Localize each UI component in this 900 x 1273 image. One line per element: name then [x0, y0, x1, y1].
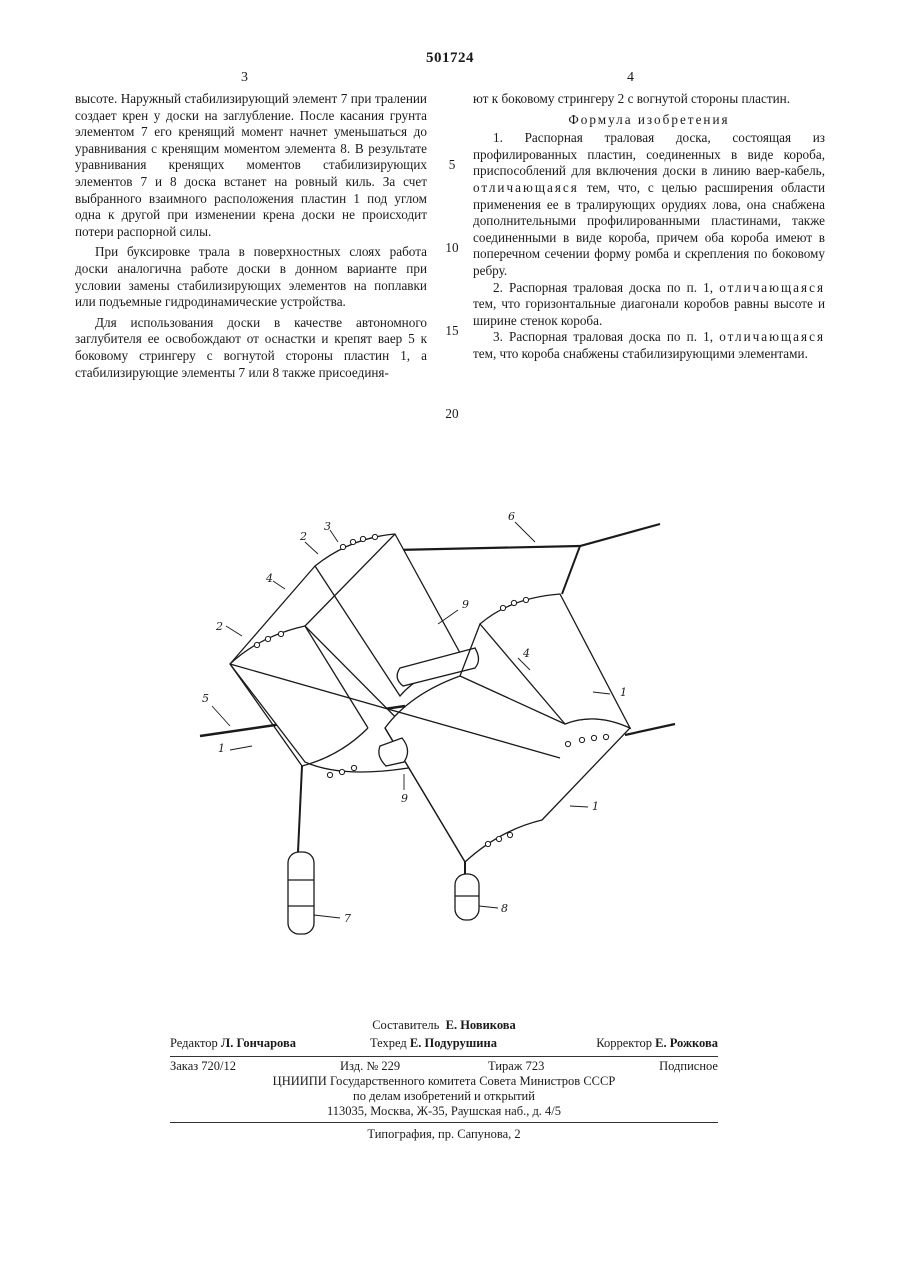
left-paragraph-1: высоте. Наружный стабилизирующий элемент 7 при тралении создает крен у доски на заглубление. После касания грунта элементом 7 его кренящий момент начнет уменьшаться до уравнивания с кренящим моментом элемента 8. В результате уравнивания кренящих моментов стабилизирующих элементов 7 и 8 доска встанет на ровный киль. За счет выбранного взаимного расположения пластин 1 под углом одна к другой при изменении крена доски не происходит потери распорной силы.	[75, 91, 427, 239]
divider	[170, 1122, 718, 1123]
staff-row	[170, 1036, 718, 1054]
publisher-address: 113035, Москва, Ж-35, Раушская наб., д. 4/5	[326, 1104, 562, 1118]
subscription: Подписное	[659, 1059, 718, 1073]
left-paragraph-3: Для использования доски в качестве автономного заглубителя ее освобождают от оснастки и крепят ваер 5 к боковому стрингеру с вогнутой стороны пластин 1, а стабилизирующие элементы 7 или 8 также присоединя-	[75, 314, 427, 380]
editor-label: Редактор	[170, 1036, 218, 1050]
claim-2-distinguishing: отличающаяся	[719, 279, 826, 295]
figure-label: 1	[218, 742, 225, 755]
printing-house: Типография, пр. Сапунова, 2	[367, 1127, 521, 1141]
line-number: 20	[445, 406, 459, 421]
trawl-board-drawing	[190, 500, 690, 960]
corrector-label: Корректор	[596, 1036, 652, 1050]
figure-label: 5	[202, 692, 209, 705]
figure-label: 6	[508, 510, 515, 523]
publisher-line-1: ЦНИИПИ Государственного комитета Совета Министров СССР	[272, 1074, 616, 1088]
claim-3-text-a: 3. Распорная траловая доска по п. 1,	[493, 329, 714, 345]
order-row	[170, 1059, 718, 1074]
patent-number: 501724	[426, 50, 474, 66]
techred	[370, 1036, 497, 1051]
editor	[170, 1036, 296, 1051]
claim-3-distinguishing: отличающаяся	[719, 329, 826, 345]
edition-number: Изд. № 229	[340, 1059, 401, 1073]
claim-2	[473, 280, 825, 330]
formula-title: Формула изобретения	[568, 111, 730, 127]
line-number: 10	[445, 240, 459, 255]
composer-label: Составитель	[372, 1018, 440, 1032]
figure-label: 8	[501, 902, 508, 915]
figure-label: 4	[523, 647, 530, 660]
figure-label: 9	[401, 792, 408, 805]
divider	[170, 1056, 718, 1057]
claim-3-text-b: тем, что короба снабжены стабилизирующими элементами.	[473, 345, 808, 361]
left-paragraph-2: При буксировке трала в поверхностных слоях работа доски аналогична работе доски в донном варианте при условии замены стабилизирующих элементов на поплавки или подъемные гидродинамические устройства.	[75, 244, 427, 310]
claim-1-text-b: тем, что, с целью расширения области применения ее в тралирующих орудиях лова, она снабжена дополнительными профилированными пластинами, также соединенными в виде короба, причем оба короба имеют в поперечном сечении форму ромба и скрепления по боковому ребру.	[473, 179, 826, 278]
claim-1-distinguishing: отличающаяся	[473, 179, 579, 195]
right-continuation: ют к боковому стрингеру 2 с вогнутой стороны пластин.	[473, 91, 791, 106]
figure-label: 1	[592, 800, 599, 813]
claim-1-text-a: 1. Распорная траловая доска, состоящая из профилированных пластин, соединенных в виде короба, приспособлений для включения доски в линию ваер-кабель,	[473, 130, 825, 179]
figure-label: 2	[300, 530, 307, 543]
right-column	[473, 91, 825, 363]
claim-3	[473, 329, 825, 362]
techred-label: Техред	[370, 1036, 407, 1050]
left-column-number: 3	[241, 70, 248, 85]
figure-label: 4	[266, 572, 273, 585]
figure-label: 1	[620, 686, 627, 699]
corrector	[596, 1036, 718, 1051]
line-number: 15	[445, 323, 459, 338]
techred-name: Е. Подурушина	[409, 1036, 497, 1050]
publisher-line-2: по делам изобретений и открытий	[353, 1089, 535, 1103]
claim-1	[473, 130, 825, 279]
left-column	[75, 91, 427, 381]
composer-row	[170, 1018, 718, 1036]
line-number: 5	[448, 157, 456, 172]
editor-name: Л. Гончарова	[220, 1036, 296, 1050]
order-number: Заказ 720/12	[170, 1059, 237, 1073]
corrector-name: Е. Рожкова	[655, 1036, 718, 1050]
composer-name: Е. Новикова	[445, 1018, 516, 1032]
figure-label: 2	[216, 620, 223, 633]
imprint	[170, 1018, 718, 1142]
figure-label: 9	[462, 598, 469, 611]
claim-2-text-a: 2. Распорная траловая доска по п. 1,	[493, 279, 714, 295]
claim-2-text-b: тем, что горизонтальные диагонали коробов равны высоте и ширине стенок короба.	[473, 296, 825, 328]
circulation: Тираж 723	[488, 1059, 545, 1073]
figure-label: 7	[344, 912, 351, 925]
figure-label: 3	[324, 520, 331, 533]
right-column-number: 4	[627, 70, 634, 85]
